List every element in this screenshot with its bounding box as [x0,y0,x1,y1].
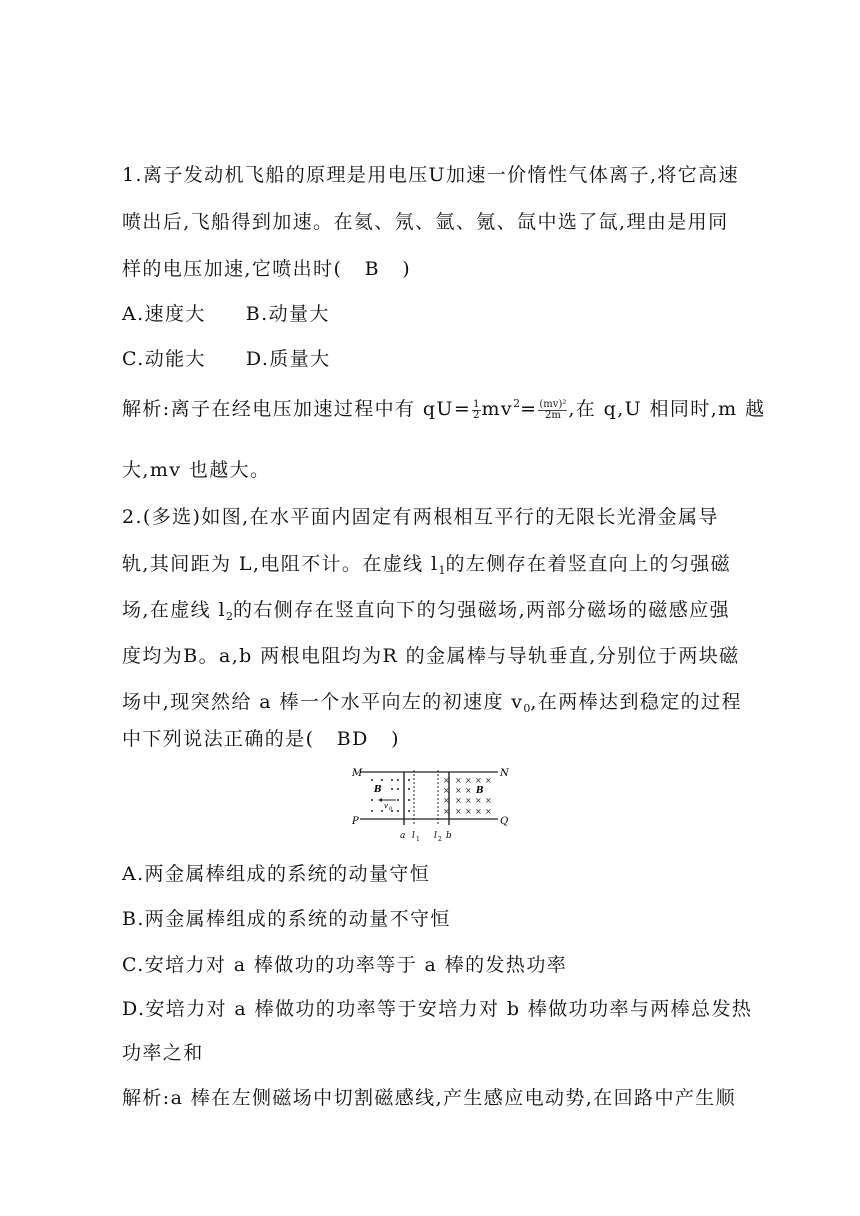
svg-text:×: × [485,796,492,805]
q2-option-d-line-1: D.安培力对 a 棒做功的功率等于安培力对 b 棒做功功率与两棒总发热 [122,998,753,1020]
label-a: a [400,831,406,841]
svg-text:×: × [443,786,450,795]
svg-text:×: × [443,807,450,816]
q1-option-a: A.速度大 [122,303,206,325]
label-v0: v [384,802,388,810]
label-l2-sub: 2 [438,836,442,843]
q1-option-d: D.质量大 [245,348,331,370]
q1-option-b: B.动量大 [245,303,330,325]
figure-svg [348,762,518,844]
svg-text:×: × [443,776,450,785]
svg-text:×: × [475,776,482,785]
svg-text:×: × [455,807,462,816]
q2-analysis-line-1: 解析:a 棒在左侧磁场中切割磁感线,产生感应电动势,在回路中产生顺 [122,1087,737,1109]
svg-text:×: × [455,796,462,805]
q2-stem-line-1: 2.(多选)如图,在水平面内固定有两根相互平行的无限长光滑金属导 [122,506,719,528]
q2-stem-line-3: 场,在虚线 $l_2$的右侧存在竖直向下的匀强磁场,两部分磁场的磁感应强 [122,599,731,623]
svg-text:×: × [485,807,492,816]
q1-stem-line-2: 喷出后,飞船得到加速。在氦、氖、氩、氪、氙中选了氙,理由是用同 [122,211,729,233]
label-q: Q [500,816,509,827]
q1-options-row-2 [122,344,331,371]
rails-magnetic-field-figure [348,762,518,844]
q1-option-c: C.动能大 [122,348,206,370]
q2-option-b: B.两金属棒组成的系统的动量不守恒 [122,908,451,930]
label-m: M [352,768,363,779]
label-l2: l [434,831,437,841]
q1-stem-line-1: 1.离子发动机飞船的原理是用电压U加速一价惰性气体离子,将它高速 [122,164,739,186]
q2-stem-line-4: 度均为B。a,b 两根电阻均为R 的金属棒与导轨垂直,分别位于两块磁 [122,645,740,667]
fraction-half: $\frac{1}{2}$ [473,398,480,421]
svg-text:×: × [475,796,482,805]
q2-stem-line-2: 轨,其间距为 L,电阻不计。在虚线 $l_1$的左侧存在着竖直向上的匀强磁 [122,553,732,577]
label-l1-sub: 1 [416,836,420,843]
field-crosses-right [443,776,492,816]
label-b-left: B [374,785,382,795]
q2-option-a: A.两金属棒组成的系统的动量守恒 [122,863,431,885]
fraction-momentum: $\frac{\text{(mv)²}}{2m}$ [539,398,567,421]
velocity-arrowhead [378,798,382,802]
q1-analysis-line-1: 解析:离子在经电压加速过程中有 qU= $\frac{1}{2}$ $mv^2=$ $\frac{\text{(mv)²}}{2m}$ ,在 q,U 相同时,m 越 [122,397,766,421]
svg-text:×: × [465,807,472,816]
svg-text:×: × [465,776,472,785]
label-n: N [500,768,509,779]
q2-option-d-line-2: 功率之和 [122,1042,204,1064]
q2-answer: BD [336,728,369,750]
svg-text:×: × [465,796,472,805]
q2-option-c: C.安培力对 a 棒做功的功率等于 a 棒的发热功率 [122,954,568,976]
q1-stem-line-3: 样的电压加速,它喷出时( B ) [122,258,412,280]
svg-text:×: × [475,807,482,816]
svg-text:×: × [465,786,472,795]
label-v0-sub: 0 [389,806,393,812]
q2-stem-line-5: 场中,现突然给 a 棒一个水平向左的初速度 $v_0$,在两棒达到稳定的过程 [122,691,742,715]
svg-text:×: × [455,776,462,785]
svg-text:×: × [455,786,462,795]
label-p: P [352,816,359,827]
label-l1: l [412,831,415,841]
svg-text:×: × [485,776,492,785]
q1-options-row-1 [122,299,330,326]
svg-text:×: × [443,796,450,805]
q1-answer: B [364,258,380,280]
q1-analysis-line-2: 大,mv 也越大。 [122,459,271,481]
q2-stem-line-6: 中下列说法正确的是( BD ) [122,728,400,750]
label-b-right: B [476,786,484,796]
label-b: b [446,831,452,841]
